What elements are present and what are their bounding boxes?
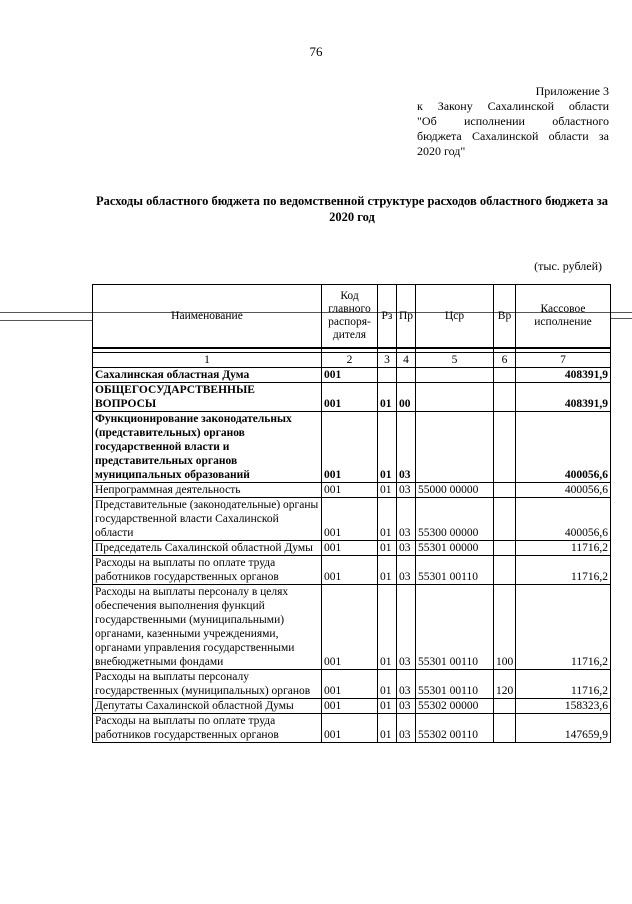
row-sum: 158323,6	[516, 699, 611, 714]
scan-line	[0, 320, 92, 321]
column-number: 5	[416, 353, 494, 368]
table-row	[93, 556, 611, 585]
column-number: 2	[322, 353, 378, 368]
row-sum: 147659,9	[516, 714, 611, 743]
header-name: Наименование	[93, 285, 322, 349]
row-vr	[494, 699, 516, 714]
row-rz: 01	[378, 556, 397, 585]
row-vr	[494, 412, 516, 483]
row-name: Председатель Сахалинской областной Думы	[93, 541, 322, 556]
table-row	[93, 714, 611, 743]
row-csr: 55300 00000	[416, 498, 494, 541]
row-name: Представительные (законодательные) органы государственной власти Сахалинской области	[93, 498, 322, 541]
row-code: 001	[322, 541, 378, 556]
row-csr	[416, 368, 494, 383]
row-pr: 03	[397, 483, 416, 498]
table-row	[93, 383, 611, 412]
row-csr: 55301 00110	[416, 670, 494, 699]
row-csr: 55000 00000	[416, 483, 494, 498]
column-number: 6	[494, 353, 516, 368]
row-csr: 55301 00110	[416, 556, 494, 585]
column-number: 4	[397, 353, 416, 368]
row-vr	[494, 556, 516, 585]
row-sum: 400056,6	[516, 483, 611, 498]
row-rz	[378, 368, 397, 383]
expenditure-table	[92, 284, 611, 743]
row-name: Расходы на выплаты по оплате труда работников государственных органов	[93, 556, 322, 585]
row-rz: 01	[378, 483, 397, 498]
row-code: 001	[322, 383, 378, 412]
row-name: Расходы на выплаты персоналу в целях обеспечения выполнения функций государственными (муниципальными) органами, казенными учреждениями, органами управления государственными внебюджетными фондами	[93, 585, 322, 670]
appendix-line: 2020 год"	[417, 144, 466, 158]
header-rz: Рз	[378, 285, 397, 349]
row-vr	[494, 498, 516, 541]
page-number: 76	[309, 44, 323, 59]
row-rz: 01	[378, 412, 397, 483]
row-code: 001	[322, 498, 378, 541]
column-number: 1	[93, 353, 322, 368]
row-rz: 01	[378, 383, 397, 412]
row-rz: 01	[378, 670, 397, 699]
header-sum: Кассовое исполнение	[516, 285, 611, 349]
row-code: 001	[322, 714, 378, 743]
row-code: 001	[322, 585, 378, 670]
row-rz: 01	[378, 699, 397, 714]
appendix-line: "Об исполнении областного	[417, 114, 609, 128]
row-name: ОБЩЕГОСУДАРСТВЕННЫЕ ВОПРОСЫ	[93, 383, 322, 412]
row-pr: 00	[397, 383, 416, 412]
document-title: Расходы областного бюджета по ведомственной структуре расходов областного бюджета за 2020 год	[96, 194, 608, 224]
row-name: Сахалинская областная Дума	[93, 368, 322, 383]
row-name: Расходы на выплаты по оплате труда работников государственных органов	[93, 714, 322, 743]
appendix-note	[417, 84, 609, 159]
row-sum: 400056,6	[516, 498, 611, 541]
row-sum: 408391,9	[516, 383, 611, 412]
header-csr: Цср	[416, 285, 494, 349]
row-vr: 120	[494, 670, 516, 699]
scan-line	[610, 318, 632, 319]
column-number: 7	[516, 353, 611, 368]
row-rz: 01	[378, 714, 397, 743]
row-vr	[494, 368, 516, 383]
row-pr: 03	[397, 556, 416, 585]
header-pr: Пр	[397, 285, 416, 349]
row-code: 001	[322, 412, 378, 483]
row-name: Функционирование законодательных (представительных) органов государственной власти и представительных органов муниципальных образований	[93, 412, 322, 483]
row-rz: 01	[378, 541, 397, 556]
row-csr	[416, 383, 494, 412]
row-vr	[494, 714, 516, 743]
row-code: 001	[322, 556, 378, 585]
row-sum: 11716,2	[516, 556, 611, 585]
row-pr: 03	[397, 670, 416, 699]
row-csr: 55302 00110	[416, 714, 494, 743]
row-sum: 11716,2	[516, 585, 611, 670]
column-number: 3	[378, 353, 397, 368]
appendix-line: к Закону Сахалинской области	[417, 99, 609, 113]
table-row	[93, 498, 611, 541]
table-header-row	[93, 285, 611, 349]
row-vr: 100	[494, 585, 516, 670]
table-row	[93, 670, 611, 699]
row-pr: 03	[397, 699, 416, 714]
table-row	[93, 585, 611, 670]
column-number-row	[93, 353, 611, 368]
row-sum: 11716,2	[516, 670, 611, 699]
appendix-line: бюджета Сахалинской области за	[417, 129, 609, 143]
row-rz: 01	[378, 585, 397, 670]
units-label: (тыс. рублей)	[534, 259, 602, 273]
table-row	[93, 483, 611, 498]
row-vr	[494, 541, 516, 556]
row-code: 001	[322, 483, 378, 498]
row-sum: 400056,6	[516, 412, 611, 483]
table-row	[93, 368, 611, 383]
row-rz: 01	[378, 498, 397, 541]
row-pr: 03	[397, 714, 416, 743]
header-vr: Вр	[494, 285, 516, 349]
row-sum: 11716,2	[516, 541, 611, 556]
row-code: 001	[322, 670, 378, 699]
row-csr: 55302 00000	[416, 699, 494, 714]
row-name: Депутаты Сахалинской областной Думы	[93, 699, 322, 714]
table-row	[93, 699, 611, 714]
row-pr: 03	[397, 412, 416, 483]
row-vr	[494, 383, 516, 412]
table-row	[93, 541, 611, 556]
row-vr	[494, 483, 516, 498]
row-pr	[397, 368, 416, 383]
row-csr	[416, 412, 494, 483]
row-csr: 55301 00000	[416, 541, 494, 556]
row-sum: 408391,9	[516, 368, 611, 383]
appendix-line: Приложение 3	[535, 84, 609, 98]
row-pr: 03	[397, 585, 416, 670]
table-row	[93, 412, 611, 483]
header-code: Код главного распоря-дителя	[322, 285, 378, 349]
row-code: 001	[322, 368, 378, 383]
row-pr: 03	[397, 541, 416, 556]
row-code: 001	[322, 699, 378, 714]
row-csr: 55301 00110	[416, 585, 494, 670]
row-name: Расходы на выплаты персоналу государственных (муниципальных) органов	[93, 670, 322, 699]
row-pr: 03	[397, 498, 416, 541]
row-name: Непрограммная деятельность	[93, 483, 322, 498]
